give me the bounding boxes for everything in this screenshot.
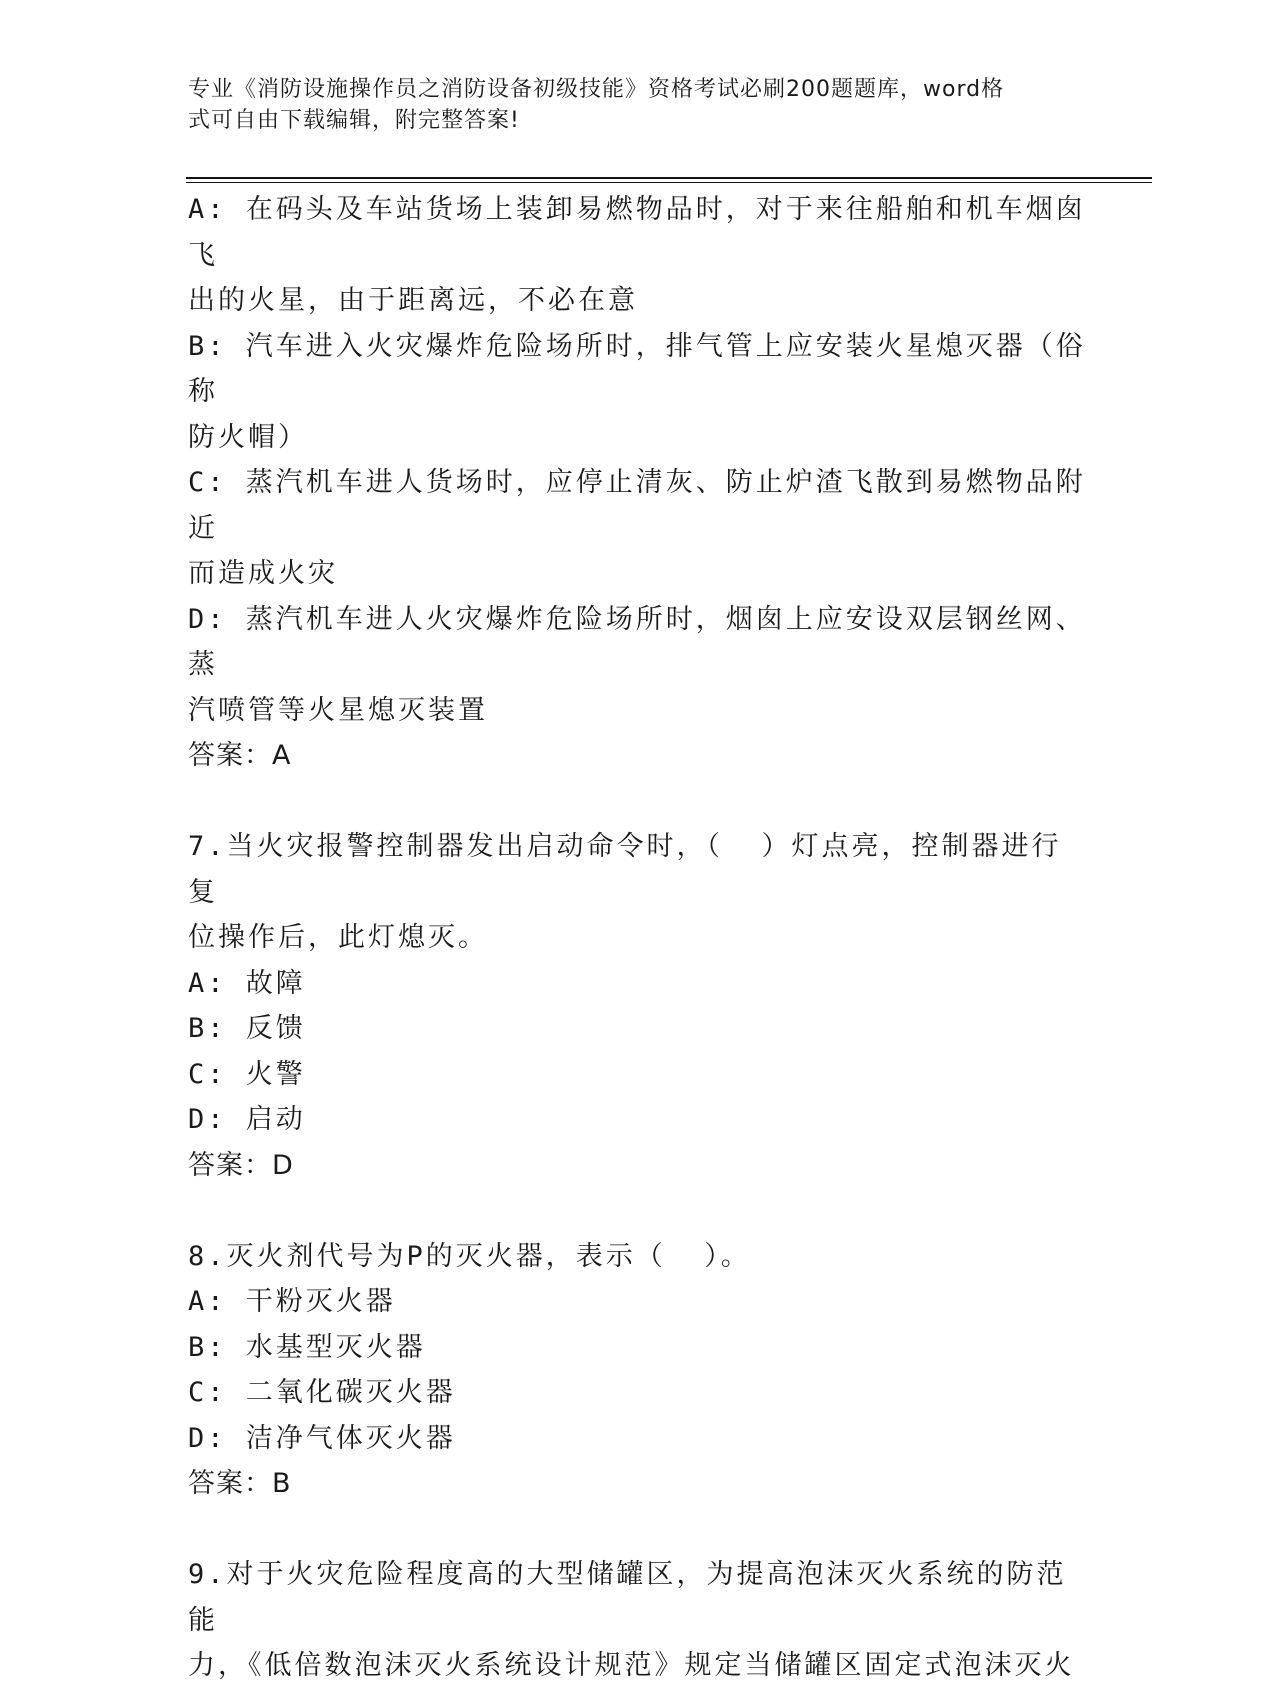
header-line-2: 式可自由下载编辑，附完整答案!: [188, 108, 520, 133]
option-c-line-2: 而造成火灾: [188, 558, 338, 589]
option-a-line-2: 出的火星，由于距离远，不必在意: [188, 285, 638, 316]
option-d: D: 洁净气体灭火器: [188, 1422, 456, 1454]
question-stem-line-1: 9.对于火灾危险程度高的大型储罐区，为提高泡沫灭火系统的防范能: [188, 1559, 1067, 1636]
header-line-1: 专业《消防设施操作员之消防设备初级技能》资格考试必刷200题题库，word格: [188, 77, 1005, 102]
header-divider-thick: [186, 177, 1152, 179]
option-a: A: 故障: [188, 967, 306, 999]
option-b-line-1: B: 汽车进入火灾爆炸危险场所时，排气管上应安装火星熄灭器（俗称: [188, 330, 1086, 407]
option-d: D: 启动: [188, 1104, 306, 1135]
option-b: B: 水基型灭火器: [188, 1331, 426, 1363]
question-stem-line-2: 力，《低倍数泡沫灭火系统设计规范》规定当储罐区固定式泡沫灭火: [188, 1650, 1075, 1681]
question-8: [188, 1234, 1088, 1507]
answer-line: 答案：D: [188, 1149, 294, 1181]
answer-line: 答案：A: [188, 740, 292, 771]
question-stem-line-2: 位操作后，此灯熄灭。: [188, 922, 488, 953]
option-c: C: 火警: [188, 1058, 306, 1090]
question-stem-line-1: 7.当火灾报警控制器发出启动命令时，（ ）灯点亮，控制器进行复: [188, 831, 1062, 908]
option-b-line-2: 防火帽）: [188, 421, 308, 453]
option-d-line-1: D: 蒸汽机车进人火灾爆炸危险场所时，烟囱上应安设双层钢丝网、蒸: [188, 603, 1086, 680]
question-6-continued: [188, 187, 1088, 779]
header-divider: [186, 177, 1152, 183]
answer-line: 答案：B: [188, 1468, 292, 1499]
header-divider-thin: [186, 182, 1152, 183]
question-7: [188, 824, 1088, 1188]
question-list: [188, 187, 1088, 1689]
option-a-line-1: A: 在码头及车站货场上装卸易燃物品时，对于来往船舶和机车烟囱飞: [188, 194, 1086, 271]
option-d-line-2: 汽喷管等火星熄灭装置: [188, 694, 488, 726]
spacer: [188, 1188, 1088, 1234]
spacer: [188, 1507, 1088, 1553]
option-b: B: 反馈: [188, 1013, 306, 1044]
question-9: [188, 1552, 1088, 1689]
option-c-line-1: C: 蒸汽机车进人货场时，应停止清灰、防止炉渣飞散到易燃物品附近: [188, 467, 1086, 544]
question-stem-line-1: 8.灭火剂代号为P的灭火器，表示（ ）。: [188, 1240, 751, 1272]
spacer: [188, 779, 1088, 825]
page-header: [188, 74, 1068, 136]
option-c: C: 二氧化碳灭火器: [188, 1377, 456, 1408]
option-a: A: 干粉灭火器: [188, 1286, 396, 1317]
